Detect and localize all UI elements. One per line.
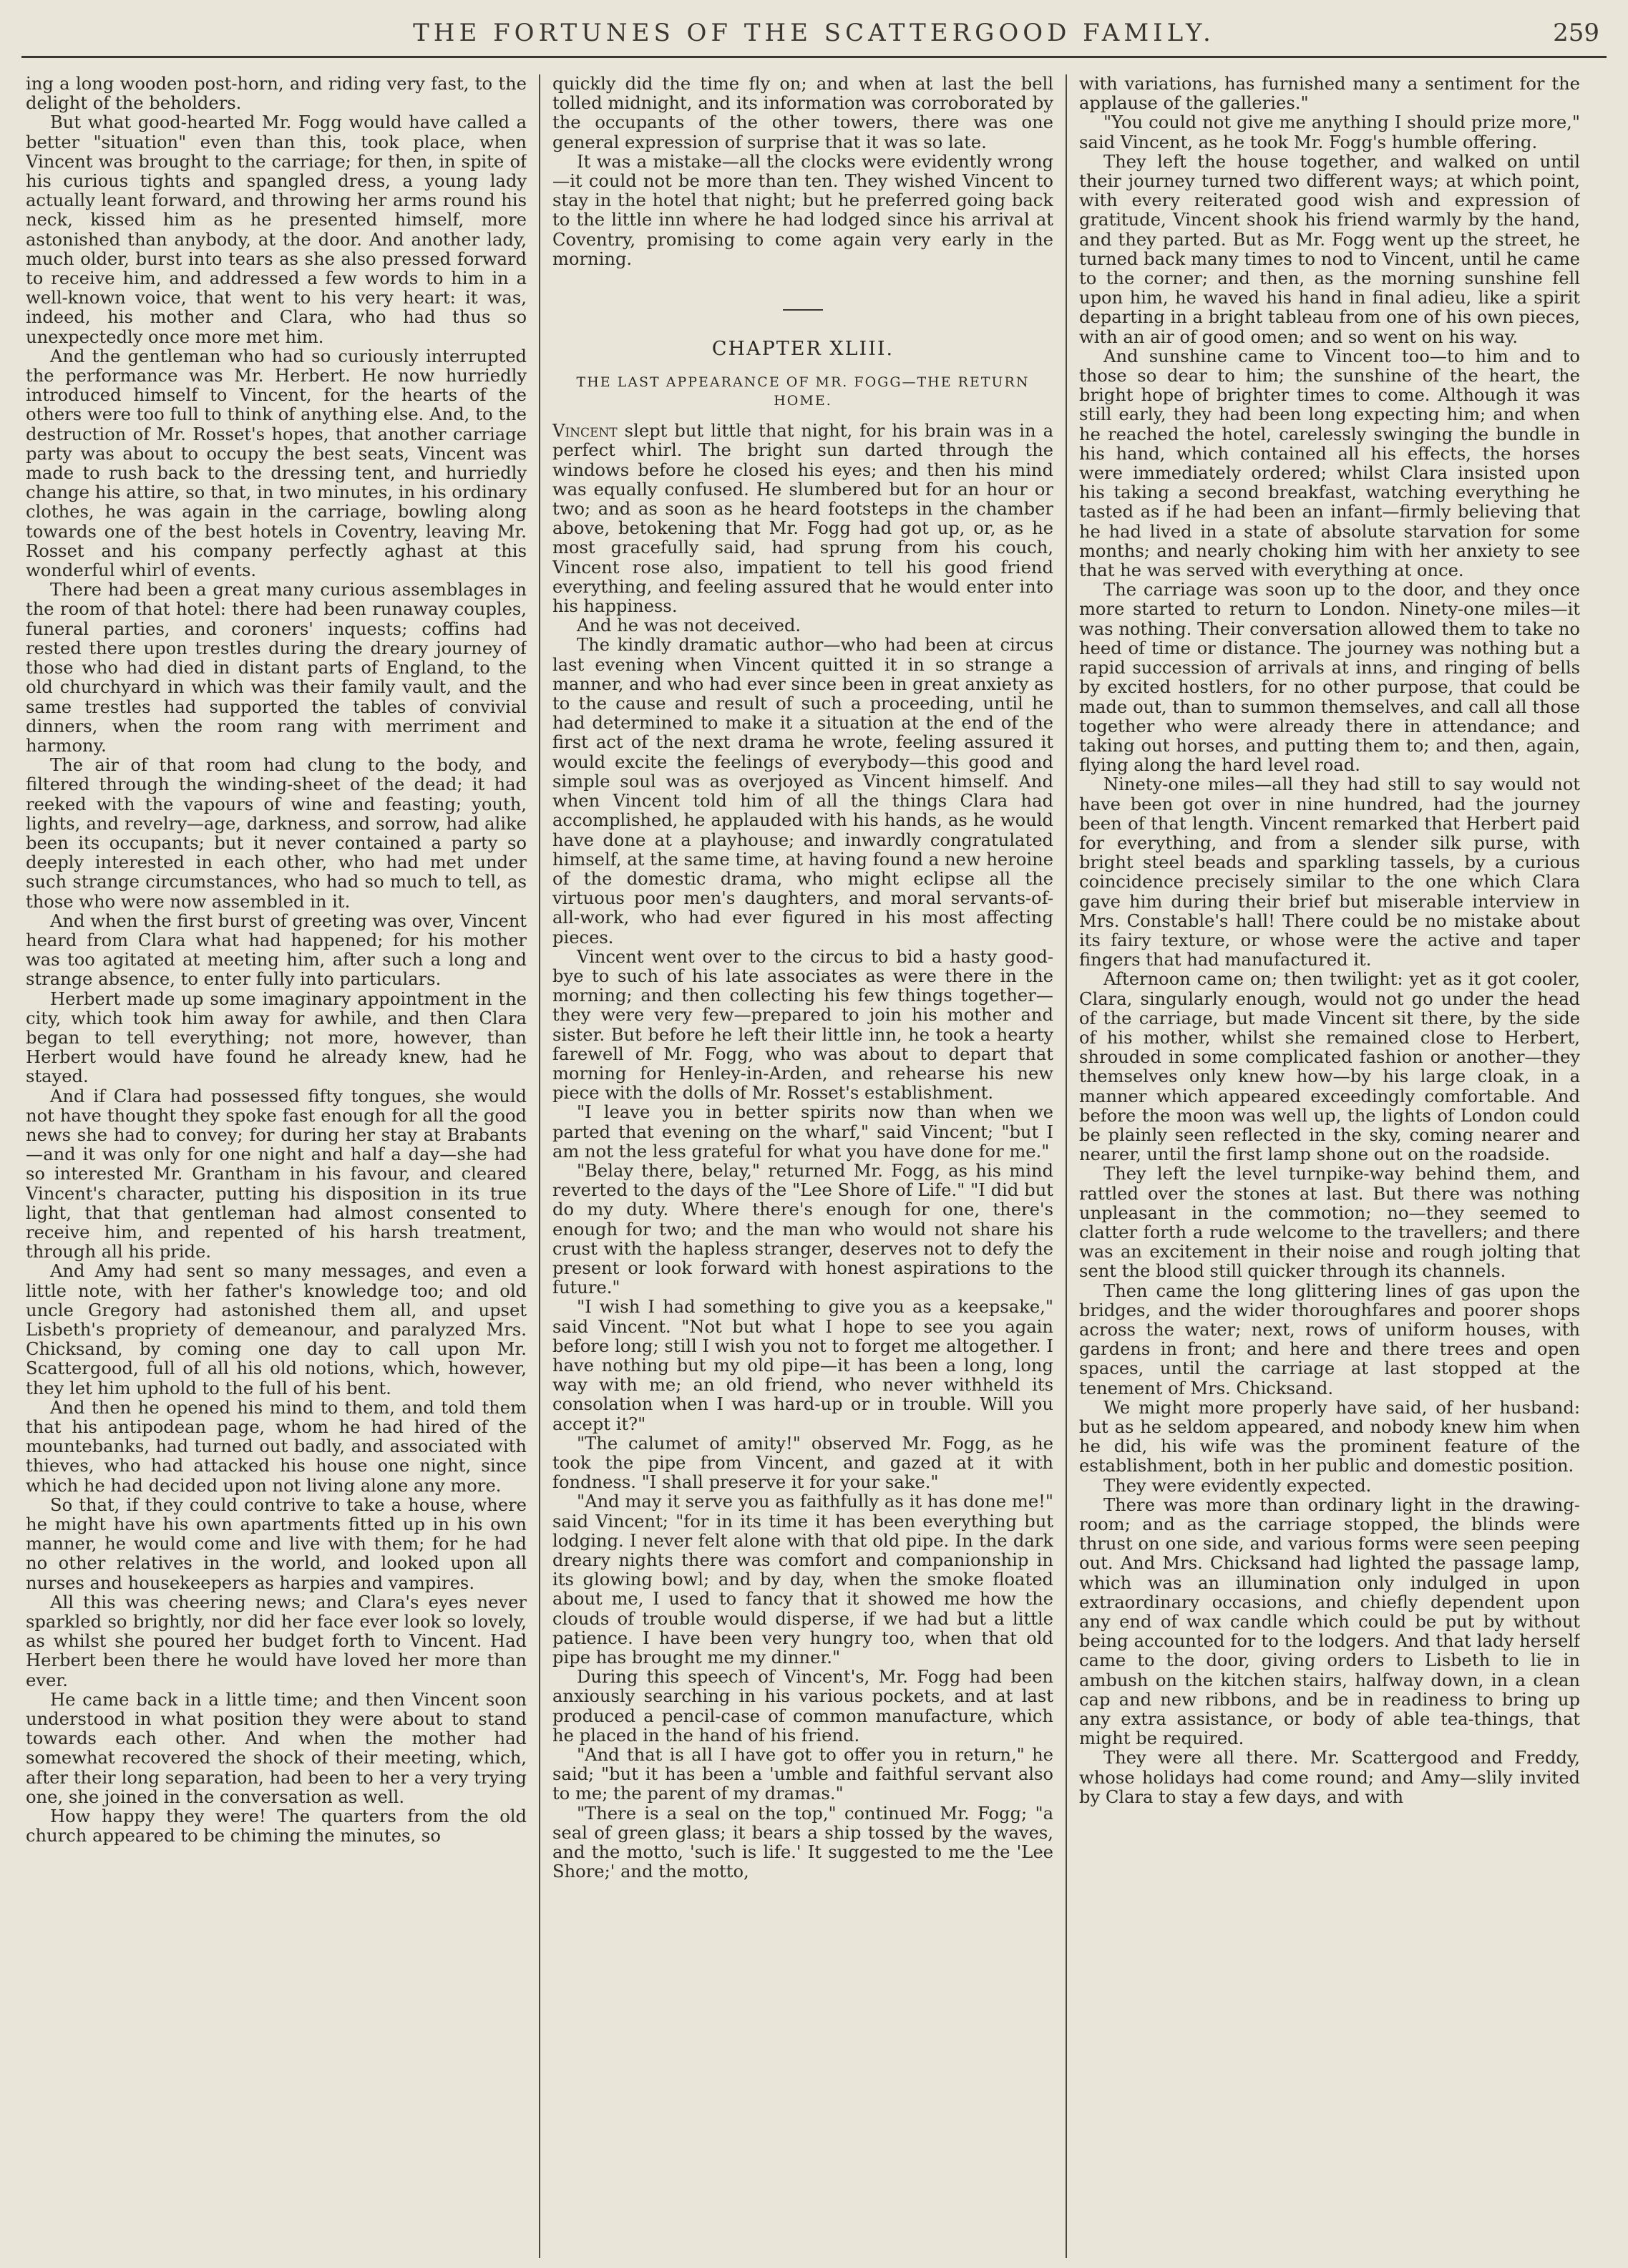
paragraph: "There is a seal on the top," continued Mr. Fogg; "a seal of green glass; it bears a ship tossed by the waves, and the motto, 'such is life.' It suggested to me the 'Lee Shore;' and the motto, (552, 1803, 1053, 1882)
paragraph: They left the house together, and walked on until their journey turned two different ways; at which point, with every reiterated good wish and expression of gratitude, Vincent shook his friend warmly by the hand, and they parted. But as Mr. Fogg went up the street, he turned back many times to nod to Vincent, until he came to the corner; and then, as the morning sunshine fell upon him, he waved his hand in final adieu, like a spirit departing in a bright tableau from one of his own pieces, with an air of good omen; and so went on his way. (1079, 151, 1580, 347)
chapter-title: CHAPTER XLIII. (711, 338, 895, 361)
column-1 (26, 74, 527, 2268)
paragraph: ing a long wooden post-horn, and riding very fast, to the delight of the beholders. (26, 74, 527, 114)
paragraph: Ninety-one miles—all they had still to say would not have been got over in nine hundred, had the journey been of that length. Vincent remarked that Herbert paid for everything, and from a slender silk purse, with bright steel beads and sparkling tassels, by a curious coincidence precisely similar to the one which Clara gave him during their brief but miserable interview in Mrs. Constable's hall! There could be no mistake about its fairy texture, or whose were the active and taper fingers that had manufactured it. (1079, 774, 1580, 970)
column-2 (552, 74, 1053, 2268)
paragraph: The air of that room had clung to the body, and filtered through the winding-sheet of the dead; it had reeked with the vapours of wine and feasting; youth, lights, and revelry—age, darkness, and sorrow, had alike been its occupants; but it never contained a party so deeply interested in each other, who had met under such strange circumstances, who had so much to tell, as those who were now assembled in it. (26, 755, 527, 912)
paragraph: During this speech of Vincent's, Mr. Fogg had been anxiously searching in his various pockets, and at last produced a pencil-case of common manufacture, which he placed in the hand of his friend. (552, 1667, 1053, 1746)
paragraph: But what good-hearted Mr. Fogg would have called a better "situation" even than this, took place, when Vincent was brought to the carriage; for then, in spite of his curious tights and spangled dress, a young lady actually leant forward, and throwing her arms round his neck, kissed him as he presented himself, more astonished than anybody, at the door. And another lady, much older, burst into tears as she also pressed forward to receive him, and addressed a few words to him in a well-known voice, that went to his very heart: it was, indeed, his mother and Clara, who had thus so unexpectedly once more met him. (26, 112, 527, 347)
paragraph: "The calumet of amity!" observed Mr. Fogg, as he took the pipe from Vincent, and gazed at it with fondness. "I shall preserve it for your sake." (552, 1433, 1053, 1493)
paragraph: Afternoon came on; then twilight: yet as it got cooler, Clara, singularly enough, would not go under the head of the carriage, but made Vincent sit there, by the side of his mother, whilst she remained close to Herbert, shrouded in some complicated fashion or another—they themselves only knew how—by his large cloak, in a manner which appeared exceedingly comfortable. And before the moon was well up, the lights of London could be plainly seen reflected in the sky, coming nearer and nearer, until the first lamp shone out on the roadside. (1079, 969, 1580, 1165)
paragraph: Then came the long glittering lines of gas upon the bridges, and the wider thoroughfares and poorer shops across the water; next, rows of uniform houses, with gardens in front; and here and there trees and open spaces, until the carriage at last stopped at the tenement of Mrs. Chicksand. (1079, 1280, 1580, 1398)
paragraph: How happy they were! The quarters from the old church appeared to be chiming the minutes, so (26, 1806, 527, 1846)
paragraph: "Belay there, belay," returned Mr. Fogg, as his mind reverted to the days of the "Lee Shore of Life." "I did but do my duty. Where there's enough for one, there's enough for two; and the man who would not share his crust with the hapless stranger, deserves not to defy the present or look forward with honest aspirations to the future." (552, 1160, 1053, 1298)
column-rule-right (1066, 74, 1067, 2258)
paragraph: And sunshine came to Vincent too—to him and to those so dear to him; the sunshine of the heart, the bright hope of brighter times to come. Although it was still early, they had been long expecting him; and when he reached the hotel, carelessly swinging the bundle in his hand, which contained all his effects, the horses were immediately ordered; whilst Clara insisted upon his taking a second breakfast, watching everything he tasted as if he had been an infant—firmly believing that he had lived in a state of absolute starvation for some months; and nearly choking him with her anxiety to see that he was served with everything at once. (1079, 346, 1580, 581)
paragraph: "I wish I had something to give you as a keepsake," said Vincent. "Not but what I hope to see you again before long; still I wish you not to forget me altogether. I have nothing but my old pipe—it has been a long, long way with me; an old friend, who never withheld its consolation when I was hard-up or in trouble. Will you accept it?" (552, 1297, 1053, 1434)
paragraph: The carriage was soon up to the door, and they once more started to return to London. Ninety-one miles—it was nothing. Their conversation allowed them to take no heed of time or distance. The journey was nothing but a rapid succession of arrivals at inns, and ringing of bells by excited hostlers, for no other purpose, that could be made out, than to summon themselves, and call all those together who were already there in attendance; and taking out horses, and putting them to; and then, again, flying along the hard level road. (1079, 580, 1580, 776)
paragraph: And he was not deceived. (577, 615, 801, 636)
paragraph: There was more than ordinary light in the drawing-room; and as the carriage stopped, the blinds were thrust on one side, and various forms were seen peeping out. And Mrs. Chicksand had lighted the passage lamp, which was an illumination only indulged in upon extraordinary occasions, and chiefly dependent upon any end of wax candle which could be put by without being accounted for to the lodgers. And that lady herself came to the door, giving orders to Lisbeth to lie in ambush on the kitchen stairs, halfway down, in a clean cap and new ribbons, and be in readiness to bring up any extra assistance, or body of able tea-things, that might be required. (1079, 1494, 1580, 1749)
paragraph: "And that is all I have got to offer you in return," he said; "but it has been a 'umble and faithful servant also to me; the parent of my dramas." (552, 1745, 1053, 1804)
paragraph: "And may it serve you as faithfully as it has done me!" said Vincent; "for in its time it has been everything but lodging. I never felt alone with that old pipe. In the dark dreary nights there was comfort and companionship in its glowing bowl; and by day, when the smoke floated about me, I used to fancy that it showed me how the clouds of trouble would disperse, if we had but a little patience. I have been very hungry too, when that old pipe has brought me my dinner." (552, 1491, 1053, 1668)
paragraph: They were all there. Mr. Scattergood and Freddy, whose holidays had come round; and Amy—slily invited by Clara to stay a few days, and with (1079, 1748, 1580, 1807)
paragraph: He came back in a little time; and then Vincent soon understood in what position they were about to stand towards each other. And when the mother had somewhat recovered the shock of their meeting, which, after their long separation, had been to her a very trying one, she joined in the conversation as well. (26, 1689, 527, 1807)
paragraph: And Amy had sent so many messages, and even a little note, with her father's knowledge too; and old uncle Gregory had astonished them all, and upset Lisbeth's propriety of demeanour, and paralyzed Mrs. Chicksand, by coming one day to call upon Mr. Scattergood, full of all his old notions, which, however, they let him uphold to the full of his bent. (26, 1261, 527, 1398)
chapter-subtitle: THE LAST APPEARANCE OF MR. FOGG—THE RETURN HOME. (576, 374, 1030, 409)
paragraph: They were evidently expected. (1103, 1475, 1372, 1496)
paragraph: And if Clara had possessed fifty tongues, she would not have thought they spoke fast enough for all the good news she had to convey; for during her stay at Brabants—and it was only for one night and half a day—she had so interested Mr. Grantham in his favour, and cleared Vincent's character, putting his disposition in its true light, that that gentleman had almost consented to receive him, and repented of his harsh treatment, through all his pride. (26, 1086, 527, 1262)
paragraph: There had been a great many curious assemblages in the room of that hotel: there had been runaway couples, funeral parties, and coroners' inquests; coffins had rested there upon trestles during the dreary journey of those who had died in distant parts of England, to the old churchyard in which was their family vault, and the same trestles had supported the tables of convivial dinners, when the room rang with merriment and harmony. (26, 580, 527, 756)
running-header (21, 16, 1607, 58)
section-divider (783, 309, 823, 311)
paragraph: They left the level turnpike-way behind them, and rattled over the stones at last. But there was nothing unpleasant in the commotion; no—they seemed to clatter forth a rude welcome to the travellers; and there was an excitement in their noise and rough jolting that sent the blood still quicker through its channels. (1079, 1164, 1580, 1282)
column-3 (1079, 74, 1580, 2268)
paragraph: "You could not give me anything I should prize more," said Vincent, as he took Mr. Fogg's humble offering. (1079, 112, 1580, 152)
paragraph: All this was cheering news; and Clara's eyes never sparkled so brightly, nor did her face ever look so lovely, as whilst she poured her budget forth to Vincent. Had Herbert been there he would have loved her more than ever. (26, 1592, 527, 1690)
paragraph: And the gentleman who had so curiously interrupted the performance was Mr. Herbert. He now hurriedly introduced himself to Vincent, for the hearts of the others were too full to think of anything else. And, to the destruction of Mr. Rosset's hopes, that another carriage party was about to occupy the best seats, Vincent was made to rush back to the dressing tent, and hurriedly change his attire, so that, in two minutes, in his ordinary clothes, he was again in the carriage, bowling along towards one of the best hotels in Coventry, leaving Mr. Rosset and his company perfectly aghast at this wonderful whirl of events. (26, 346, 527, 581)
paragraph: So that, if they could contrive to take a house, where he might have his own apartments fitted up in his own manner, he would come and live with them; for he had no other relatives in the world, and looked upon all nurses and housekeepers as harpies and vampires. (26, 1494, 527, 1593)
paragraph: And then he opened his mind to them, and told them that his antipodean page, whom he had hired of the mountebanks, had turned out badly, and associated with thieves, who had attacked his house one night, since which he had decided upon not living alone any more. (26, 1397, 527, 1496)
paragraph: "I leave you in better spirits now than when we parted that evening on the wharf," said Vincent; "but I am not the less grateful for what you have done for me." (552, 1102, 1053, 1162)
page-number: 259 (1553, 19, 1599, 47)
chapter-opening-paragraph (552, 422, 1053, 616)
paragraph: We might more properly have said, of her husband: but as he seldom appeared, and nobody knew him when he did, his wife was the prominent feature of the establishment, both in her public and domestic position. (1079, 1397, 1580, 1476)
running-title: THE FORTUNES OF THE SCATTERGOOD FAMILY. (413, 19, 1215, 47)
paragraph: with variations, has furnished many a sentiment for the applause of the galleries." (1079, 74, 1580, 114)
opening-word: Vincent (552, 421, 618, 442)
column-rule-left (539, 74, 540, 2258)
paragraph: It was a mistake—all the clocks were evidently wrong—it could not be more than ten. They wished Vincent to stay in the hotel that night; but he preferred going back to the little inn where he had lodged since his arrival at Coventry, promising to come again very early in the morning. (552, 151, 1053, 269)
paragraph: quickly did the time fly on; and when at last the bell tolled midnight, and its information was corroborated by the occupants of the other towers, there was one general expression of surprise that it was so late. (552, 74, 1053, 152)
paragraph: And when the first burst of greeting was over, Vincent heard from Clara what had happened; for his mother was too agitated at meeting him, after such a long and strange absence, to enter fully into particulars. (26, 910, 527, 990)
paragraph: Herbert made up some imaginary appointment in the city, which took him away for awhile, and then Clara began to tell everything; not more, however, than Herbert would have found he already knew, had he stayed. (26, 988, 527, 1087)
opening-text: slept but little that night, for his brain was in a perfect whirl. The bright sun darted through the windows before he closed his eyes; and then his mind was equally confused. He slumbered but for an hour or two; and as soon as he heard footsteps in the chamber above, betokening that Mr. Fogg had got up, or, as he most gracefully said, had sprung from his couch, Vincent rose also, impatient to tell his good friend everything, and feeling assured that he would enter into his happiness. (552, 421, 1053, 617)
paragraph: The kindly dramatic author—who had been at circus last evening when Vincent quitted it in so strange a manner, and who had ever since been in great anxiety as to the cause and result of such a proceeding, until he had determined to make it a situation at the end of the first act of the next drama he wrote, feeling assured it would excite the feelings of everybody—this good and simple soul was as overjoyed as Vincent himself. And when Vincent told him of all the things Clara had accomplished, he applauded with his hands, as he would have done at a playhouse; and inwardly congratulated himself, at the same time, at having found a new heroine of the domestic drama, who might eclipse all the virtuous poor men's daughters, and moral servants-of-all-work, who had ever figured in his most affecting pieces. (552, 635, 1053, 948)
paragraph: Vincent went over to the circus to bid a hasty good-bye to such of his late associates as were there in the morning; and then collecting his few things together—they were very few—prepared to join his mother and sister. But before he left their little inn, he took a hearty farewell of Mr. Fogg, who was about to depart that morning for Henley-in-Arden, and rehearse his new piece with the dolls of Mr. Rosset's establishment. (552, 946, 1053, 1104)
